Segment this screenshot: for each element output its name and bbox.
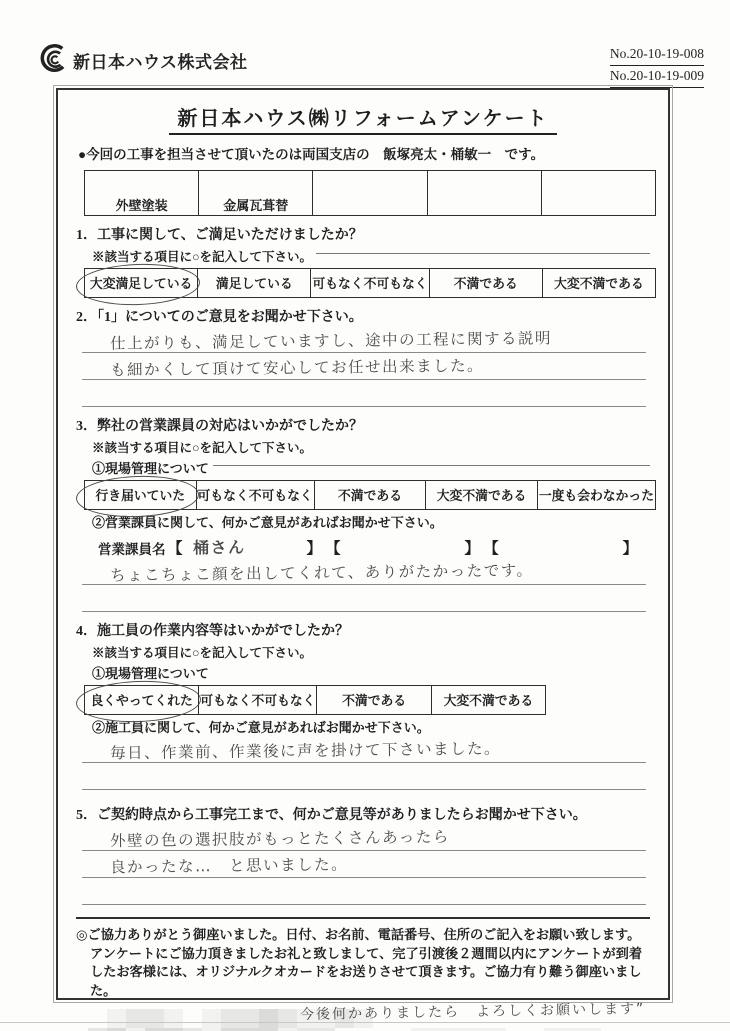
question-3-note: ※該当する項目に○を記入して下さい。 <box>92 441 313 455</box>
question-3-options <box>84 480 656 510</box>
answer-line <box>82 763 646 790</box>
option-cell: 大変不満である <box>431 686 545 714</box>
question-1-note: ※該当する項目に○を記入して下さい。 <box>92 250 313 264</box>
closing-line: したお客様には、オリジナルクオカードをお送りさせて頂きます。ご協力有り難う御座いました。 <box>90 964 642 999</box>
question-4-sub1: ①現場管理について <box>92 666 209 681</box>
bracket-close: 】 <box>306 541 322 557</box>
question-3-heading: 3．弊社の営業課員の対応はいかがでしたか？ <box>76 419 363 434</box>
bracket-close: 】 <box>464 541 480 557</box>
option-cell-selected: 大変満足している <box>85 269 197 297</box>
option-cell: 可もなく不可もなく <box>198 686 316 714</box>
survey-form <box>56 88 670 1000</box>
answer-line <box>82 353 646 380</box>
name-row-label: 営業課員名 <box>98 542 166 557</box>
answer-line <box>82 736 646 763</box>
salesperson-name-slot <box>185 535 305 558</box>
answer-line <box>82 380 646 407</box>
option-cell: 不満である <box>316 686 430 714</box>
intro-line: ●今回の工事を担当させて頂いたのは両国支店の 飯塚亮太・桶敏一 です。 <box>78 147 545 162</box>
question-1-heading: 1．工事に関して、ご満足いただけましたか？ <box>76 228 363 243</box>
question-4-sub2: ②施工員に関して、何かご意見があればお聞かせ下さい。 <box>92 720 430 735</box>
option-cell: 可もなく不可もなく <box>196 481 314 509</box>
question-5-heading: 5．ご契約時点から工事完工まで、何かご意見等がありましたらお聞かせ下さい。 <box>76 808 587 823</box>
closing-line: アンケートにご協力頂きましたお礼と致しまして、完了引渡後２週間以内にアンケートが到着 <box>90 945 643 961</box>
question-3-sub2: ②営業課員に関して、何かご意見があればお聞かせ下さい。 <box>92 515 443 530</box>
handwritten-answer: 毎日、作業前、作業後に声を掛けて下さいました。 <box>109 739 502 763</box>
handwritten-name: 桶さん <box>192 537 246 558</box>
work-type-cell <box>427 171 541 215</box>
option-cell: 可もなく不可もなく <box>310 269 428 297</box>
bracket-open: 【 <box>325 541 341 557</box>
option-cell: 大変不満である <box>425 481 537 509</box>
answer-line <box>82 326 646 353</box>
answer-line <box>82 851 646 878</box>
work-type-table <box>84 170 656 216</box>
question-4-note: ※該当する項目に○を記入して下さい。 <box>92 646 313 660</box>
option-cell-selected: 行き届いていた <box>85 481 196 509</box>
option-cell: 一度も会わなかった <box>537 481 655 509</box>
question-4-answer <box>76 736 650 790</box>
work-type-cell <box>312 171 426 215</box>
document-number: No.20-10-19-008 <box>610 44 704 66</box>
work-type-cell: 外壁塗装 <box>115 198 168 213</box>
answer-line <box>82 585 646 612</box>
bottom-handwritten-note: 今後何かありましたら よろしくお願いします” <box>299 1000 646 1024</box>
handwritten-answer: 良かったな… と思いました。 <box>109 855 349 877</box>
document-number: No.20-10-19-009 <box>610 66 704 88</box>
question-5-answer <box>76 824 650 905</box>
option-cell: 満足している <box>197 269 310 297</box>
company-logo-icon <box>40 44 68 76</box>
handwritten-answer: も細かくして頂けて安心してお任せ出来ました。 <box>109 356 485 380</box>
handwritten-answer: ちょこちょこ顔を出してくれて、ありがたかったです。 <box>109 561 534 585</box>
question-2-heading: 2．「1」についてのご意見をお聞かせ下さい。 <box>76 310 363 325</box>
work-type-cell <box>541 171 655 215</box>
handwritten-answer: 外壁の色の選択肢がもっとたくさんあったら <box>109 827 450 851</box>
bracket-open: 【 <box>483 541 499 557</box>
question-4-heading: 4．施工員の作業内容等はいかがでしたか？ <box>76 624 349 639</box>
company-logo <box>40 44 248 76</box>
work-type-cell: 金属瓦葺替 <box>198 171 312 215</box>
answer-line <box>82 558 646 585</box>
option-cell: 不満である <box>314 481 426 509</box>
salesperson-name-row <box>98 535 650 558</box>
bracket-open: 【 <box>167 541 183 557</box>
bracket-close: 】 <box>622 541 638 557</box>
answer-line <box>82 824 646 851</box>
scan-artifact-line <box>0 1022 730 1023</box>
option-cell: 不満である <box>429 269 542 297</box>
document-numbers <box>610 44 704 88</box>
handwritten-answer: 仕上がりも、満足していますし、途中の工程に関する説明 <box>109 329 553 353</box>
question-3-sub1: ①現場管理について <box>92 461 209 476</box>
question-3-answer <box>76 558 650 612</box>
answer-line <box>82 878 646 905</box>
question-1-options <box>84 268 656 298</box>
closing-line: ◎ご協力ありがとう御座いました。日付、お名前、電話番号、住所のご記入をお願い致します。 <box>76 927 641 942</box>
form-title: 新日本ハウス㈱リフォームアンケート <box>169 102 556 135</box>
option-cell: 大変不満である <box>542 269 655 297</box>
company-name: 新日本ハウス株式会社 <box>73 52 248 72</box>
question-2-answer <box>76 326 650 407</box>
question-4-options <box>84 685 546 715</box>
option-cell-selected: 良くやってくれた <box>85 686 198 714</box>
page-header <box>40 44 704 88</box>
